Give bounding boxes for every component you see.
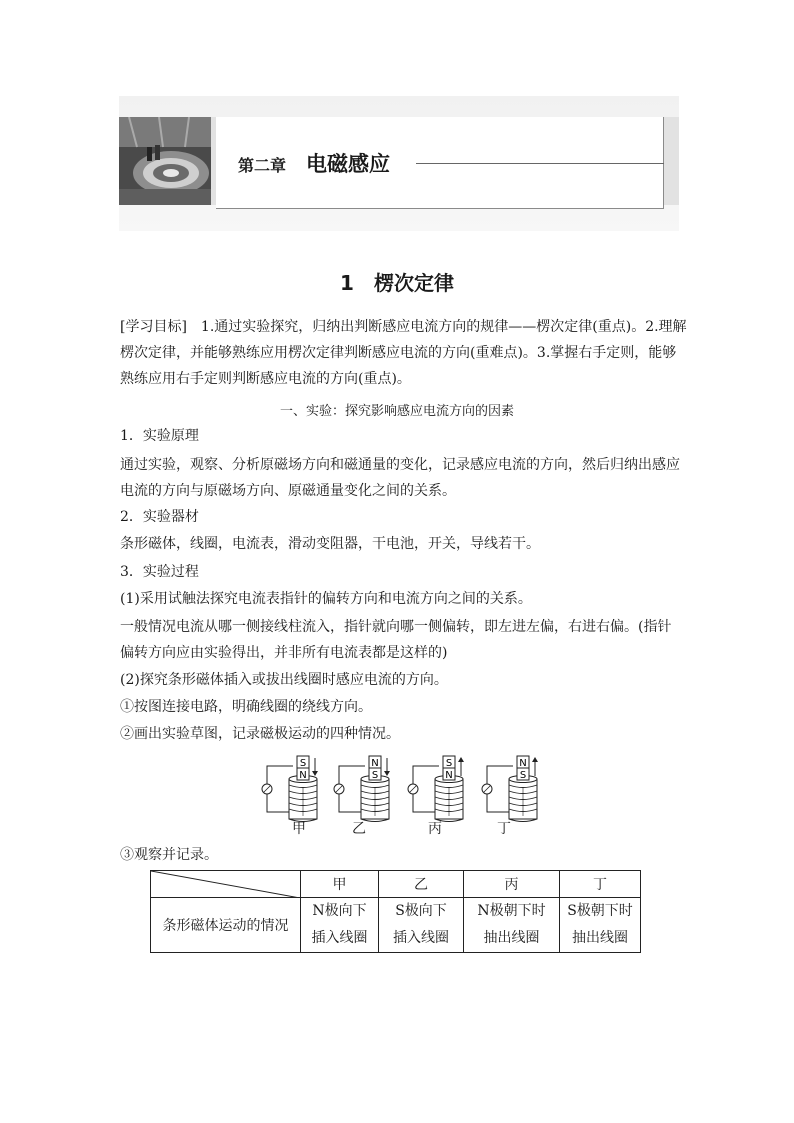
process-sub2: ②画出实验草图，记录磁极运动的四种情况。 — [120, 726, 400, 742]
table-cell-line: 抽出线圈 — [483, 930, 540, 946]
chapter-title: 电磁感应 — [306, 152, 390, 176]
principle-heading: 1．实验原理 — [120, 428, 199, 444]
figure-label-ding: 丁 — [497, 821, 511, 837]
figure-label-jia: 甲 — [292, 821, 306, 837]
equipment-heading: 2．实验器材 — [120, 509, 199, 525]
table-cell — [301, 898, 379, 953]
equipment-text: 条形磁体，线圈，电流表，滑动变阻器，干电池，开关，导线若干。 — [120, 536, 540, 552]
magnet-pole-bottom: N — [299, 770, 307, 781]
table-cell — [560, 898, 641, 953]
table-header-jia: 甲 — [301, 871, 379, 898]
objectives-line-1: [学习目标] 1.通过实验探究，归纳出判断感应电流方向的规律——楞次定律(重点)。2.理解 — [120, 319, 687, 335]
table-cell-line: N极向下 — [312, 903, 367, 919]
chapter-rule — [416, 163, 664, 164]
magnet-pole-bottom: N — [445, 770, 453, 781]
chapter-photo — [119, 117, 211, 205]
table-cell-line: S极朝下时 — [567, 903, 633, 919]
table-cell-line: 插入线圈 — [393, 930, 449, 946]
arrow-up-icon — [532, 757, 538, 762]
diagonal-line-icon — [151, 871, 300, 898]
record-table — [150, 870, 641, 953]
figure-label-bing: 丙 — [428, 821, 442, 837]
figure-label-yi: 乙 — [352, 821, 366, 837]
principle-line-1: 通过实验，观察、分析原磁场方向和磁通量的变化，记录感应电流的方向，然后归纳出感应 — [120, 457, 680, 473]
table-cell — [379, 898, 464, 953]
magnet-pole-top: S — [299, 758, 307, 769]
process-step1: (1)采用试触法探究电流表指针的偏转方向和电流方向之间的关系。 — [120, 591, 532, 607]
part1-heading: 一、实验：探究影响感应电流方向的因素 — [279, 404, 514, 419]
magnet-pole-top: N — [371, 758, 379, 769]
table-cell-line: S极向下 — [395, 903, 447, 919]
table-header-bing: 丙 — [464, 871, 560, 898]
arrow-up-icon — [458, 757, 464, 762]
table-header-yi: 乙 — [379, 871, 464, 898]
process-heading: 3．实验过程 — [120, 564, 199, 580]
objectives-line-3: 熟练应用右手定则判断感应电流的方向(重点)。 — [120, 371, 411, 387]
sketch-jia — [262, 756, 318, 822]
table-cell-line: 抽出线圈 — [572, 930, 628, 946]
arrow-down-icon — [384, 771, 390, 776]
magnet-pole-top: S — [445, 758, 453, 769]
table-row-label: 条形磁体运动的情况 — [151, 898, 301, 953]
arrow-down-icon — [312, 771, 318, 776]
sketch-ding — [482, 756, 538, 822]
table-header-ding: 丁 — [560, 871, 641, 898]
generator-photo-icon — [119, 117, 211, 205]
process-step1-note-2: 偏转方向应由实验得出，并非所有电流表都是这样的) — [120, 645, 448, 661]
sketch-bing — [408, 756, 464, 822]
process-sub3: ③观察并记录。 — [120, 847, 218, 863]
table-corner-cell — [151, 871, 301, 898]
process-sub1: ①按图连接电路，明确线圈的绕线方向。 — [120, 699, 372, 715]
principle-line-2: 电流的方向与原磁场方向、原磁通量变化之间的关系。 — [120, 483, 456, 499]
section-title: 1 楞次定律 — [340, 271, 454, 295]
table-cell-line: 插入线圈 — [311, 930, 368, 946]
magnet-pole-bottom: S — [371, 770, 379, 781]
sketch-yi — [334, 756, 390, 822]
table-cell-line: N极朝下时 — [477, 903, 546, 919]
magnet-pole-top: N — [519, 758, 527, 769]
process-step1-note-1: 一般情况电流从哪一侧接线柱流入，指针就向哪一侧偏转，即左进左偏，右进右偏。(指针 — [120, 619, 672, 635]
chapter-number: 第二章 — [238, 156, 287, 175]
process-step2: (2)探究条形磁体插入或拔出线圈时感应电流的方向。 — [120, 672, 448, 688]
table-cell — [464, 898, 560, 953]
magnet-pole-bottom: S — [519, 770, 527, 781]
objectives-line-2: 楞次定律，并能够熟练应用楞次定律判断感应电流的方向(重难点)。3.掌握右手定则，能够 — [120, 345, 677, 361]
